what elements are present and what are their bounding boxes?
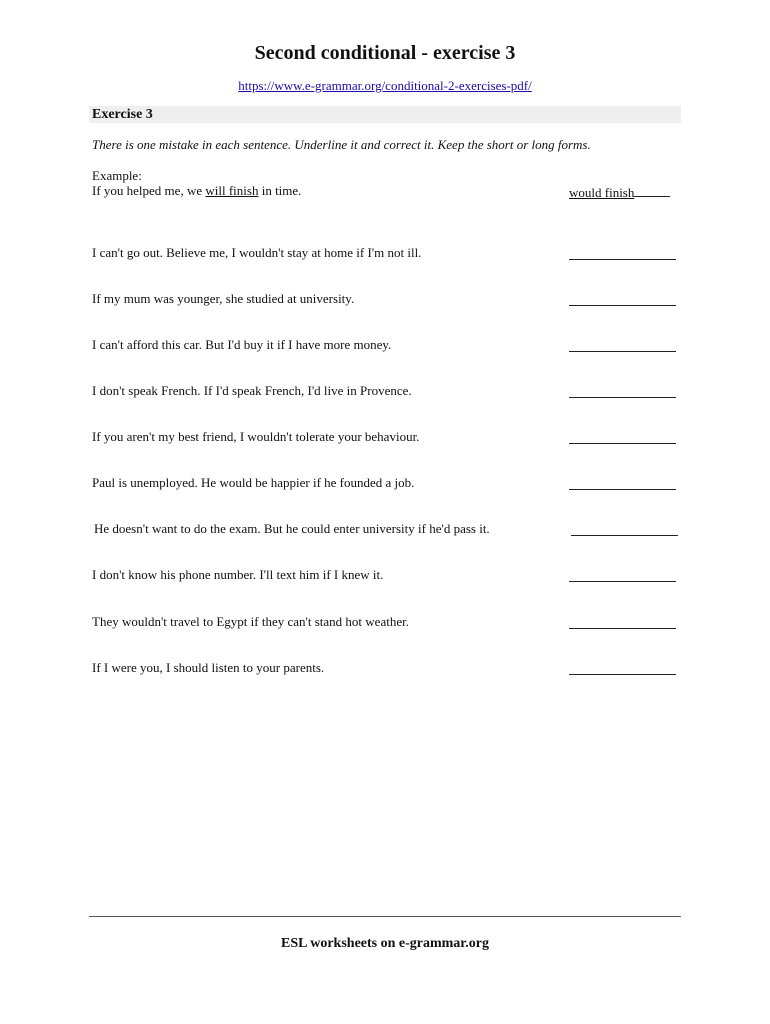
sentence-row [92,291,676,309]
example-answer-line [634,183,670,197]
sentence-row [92,567,676,585]
sentence-row [92,475,676,493]
sentence-text: I don't speak French. If I'd speak French, I'd live in Provence. [92,383,412,398]
example-label: Example: [92,168,142,183]
sentence-text: They wouldn't travel to Egypt if they can't stand hot weather. [92,614,409,629]
sentence-row [92,337,676,355]
sentence-text: If my mum was younger, she studied at university. [92,291,355,306]
answer-blank[interactable] [569,337,676,352]
example-before: If you helped me, we [92,183,206,198]
answer-blank[interactable] [569,245,676,260]
answer-blank[interactable] [569,567,676,582]
exercise-heading: Exercise 3 [89,106,681,123]
sentence-text: He doesn't want to do the exam. But he could enter university if he'd pass it. [94,521,490,536]
page-title: Second conditional - exercise 3 [254,42,516,64]
answer-blank[interactable] [569,383,676,398]
sentence-text: I can't afford this car. But I'd buy it if I have more money. [92,337,392,352]
answer-blank[interactable] [569,475,676,490]
sentence-row [92,383,676,401]
sentence-row [92,429,676,447]
answer-blank[interactable] [569,660,676,675]
answer-blank[interactable] [569,429,676,444]
example-after: in time. [258,183,302,198]
example-mistake: will finish [205,183,259,198]
sentence-row [92,614,676,632]
sentence-text: Paul is unemployed. He would be happier if he founded a job. [92,475,415,490]
example-row [92,183,676,201]
sentence-text: I don't know his phone number. I'll text him if I knew it. [92,567,384,582]
sentence-row [92,660,676,678]
footer-text: ESL worksheets on e-grammar.org [281,936,489,951]
instruction-text: There is one mistake in each sentence. Underline it and correct it. Keep the short or long forms. [92,137,591,152]
example-sentence [92,183,301,199]
sentence-row [94,521,678,539]
sentence-text: I can't go out. Believe me, I wouldn't stay at home if I'm not ill. [92,245,422,260]
sentence-row [92,245,676,263]
footer-divider [89,916,681,917]
example-answer-text: would finish [569,185,635,200]
source-link[interactable]: https://www.e-grammar.org/conditional-2-exercises-pdf/ [238,78,532,93]
sentence-text: If you aren't my best friend, I wouldn't tolerate your behaviour. [92,429,420,444]
answer-blank[interactable] [569,291,676,306]
example-answer [569,183,676,200]
answer-blank[interactable] [571,521,678,536]
answer-blank[interactable] [569,614,676,629]
sentence-text: If I were you, I should listen to your parents. [92,660,325,675]
